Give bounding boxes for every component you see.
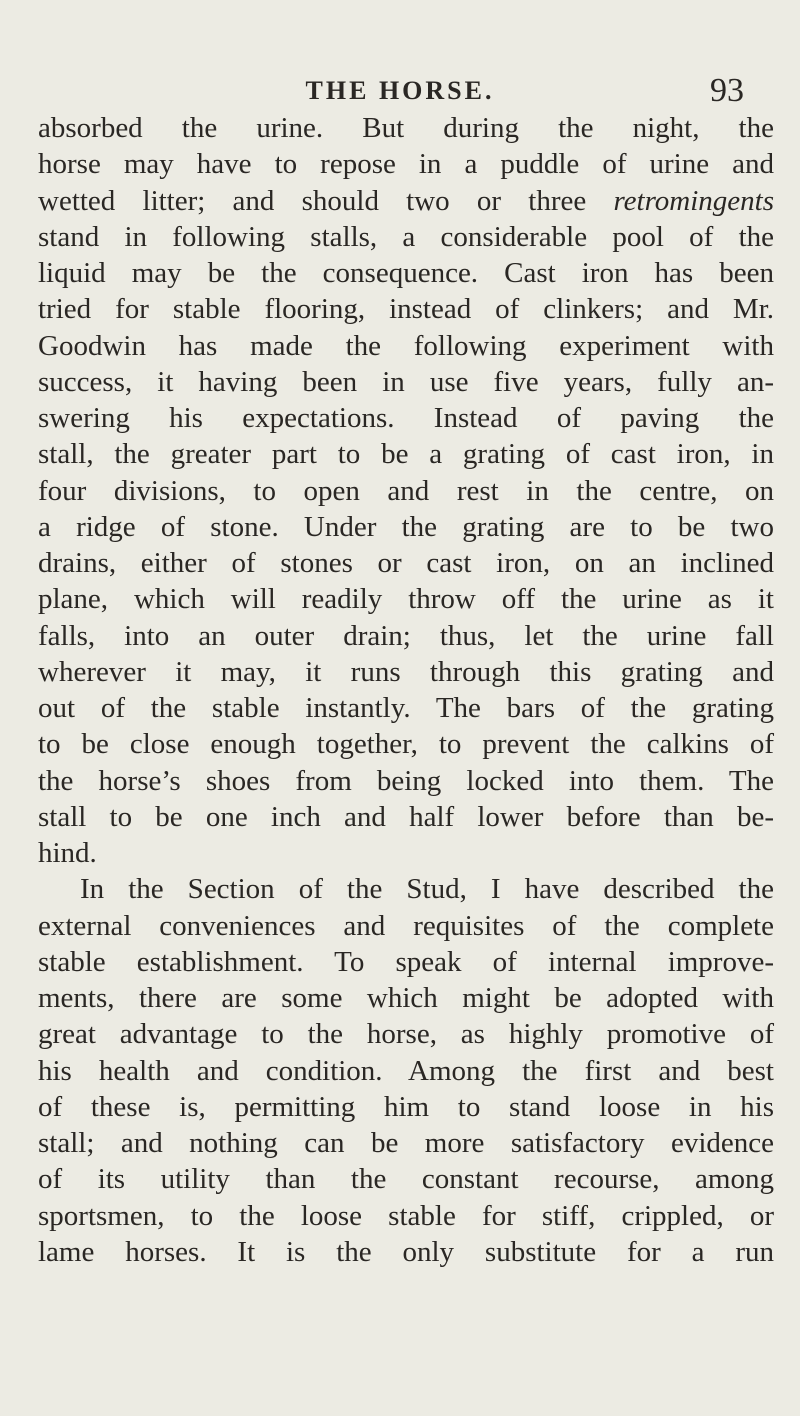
text-line: of its utility than the constant recourse, among bbox=[38, 1163, 774, 1196]
text-line: external conveniences and requisites of the complete bbox=[38, 909, 774, 942]
text-line: absorbed the urine. But during the night, the bbox=[38, 112, 774, 144]
text-line: of these is, permitting him to stand loose in his bbox=[38, 1090, 774, 1123]
italic-term: retromingents bbox=[613, 184, 774, 217]
text-line: ments, there are some which might be adopted with bbox=[38, 982, 774, 1014]
text-line: stall; and nothing can be more satisfactory evidence bbox=[38, 1127, 774, 1159]
text-line: horse may have to repose in a puddle of urine and bbox=[38, 148, 774, 181]
running-title: THE HORSE. bbox=[305, 76, 495, 105]
text-line: sportsmen, to the loose stable for stiff, crippled, or bbox=[38, 1199, 774, 1232]
text-line: great advantage to the horse, as highly promotive of bbox=[38, 1018, 774, 1051]
text-line: a ridge of stone. Under the grating are to be two bbox=[38, 510, 774, 543]
text-line: to be close enough together, to prevent the calkins of bbox=[38, 728, 774, 761]
text-line: stand in following stalls, a considerable pool of the bbox=[38, 220, 774, 253]
body-text bbox=[38, 110, 774, 1270]
text-line: tried for stable flooring, instead of clinkers; and Mr. bbox=[38, 293, 774, 326]
text-line: liquid may be the consequence. Cast iron has been bbox=[38, 257, 774, 289]
paragraph-start-line: In the Section of the Stud, I have described the bbox=[80, 873, 774, 906]
text-line: plane, which will readily throw off the urine as it bbox=[38, 583, 774, 616]
text-line: his health and condition. Among the first and best bbox=[38, 1054, 774, 1087]
text-line: four divisions, to open and rest in the centre, on bbox=[38, 474, 774, 507]
text-line: drains, either of stones or cast iron, on an inclined bbox=[38, 547, 774, 579]
text-line bbox=[38, 183, 774, 219]
text-line: swering his expectations. Instead of paving the bbox=[38, 402, 774, 434]
text-line: the horse’s shoes from being locked into them. The bbox=[38, 764, 774, 797]
text-line: stall, the greater part to be a grating of cast iron, in bbox=[38, 438, 774, 471]
text-line: success, it having been in use five years, fully an- bbox=[38, 365, 774, 398]
text-line: falls, into an outer drain; thus, let the urine fall bbox=[38, 619, 774, 652]
running-head bbox=[0, 72, 800, 109]
text-line: lame horses. It is the only substitute for a run bbox=[38, 1235, 774, 1268]
text-line: Goodwin has made the following experiment with bbox=[38, 329, 774, 362]
text-line: stall to be one inch and half lower before than be- bbox=[38, 800, 774, 833]
text-line-start: wetted litter; and should two or three bbox=[38, 184, 614, 217]
text-line: wherever it may, it runs through this grating and bbox=[38, 655, 774, 688]
paragraph-end-line: hind. bbox=[38, 837, 97, 869]
text-line: out of the stable instantly. The bars of the grating bbox=[38, 692, 774, 724]
page-number: 93 bbox=[710, 72, 744, 109]
text-line: stable establishment. To speak of internal improve- bbox=[38, 945, 774, 978]
